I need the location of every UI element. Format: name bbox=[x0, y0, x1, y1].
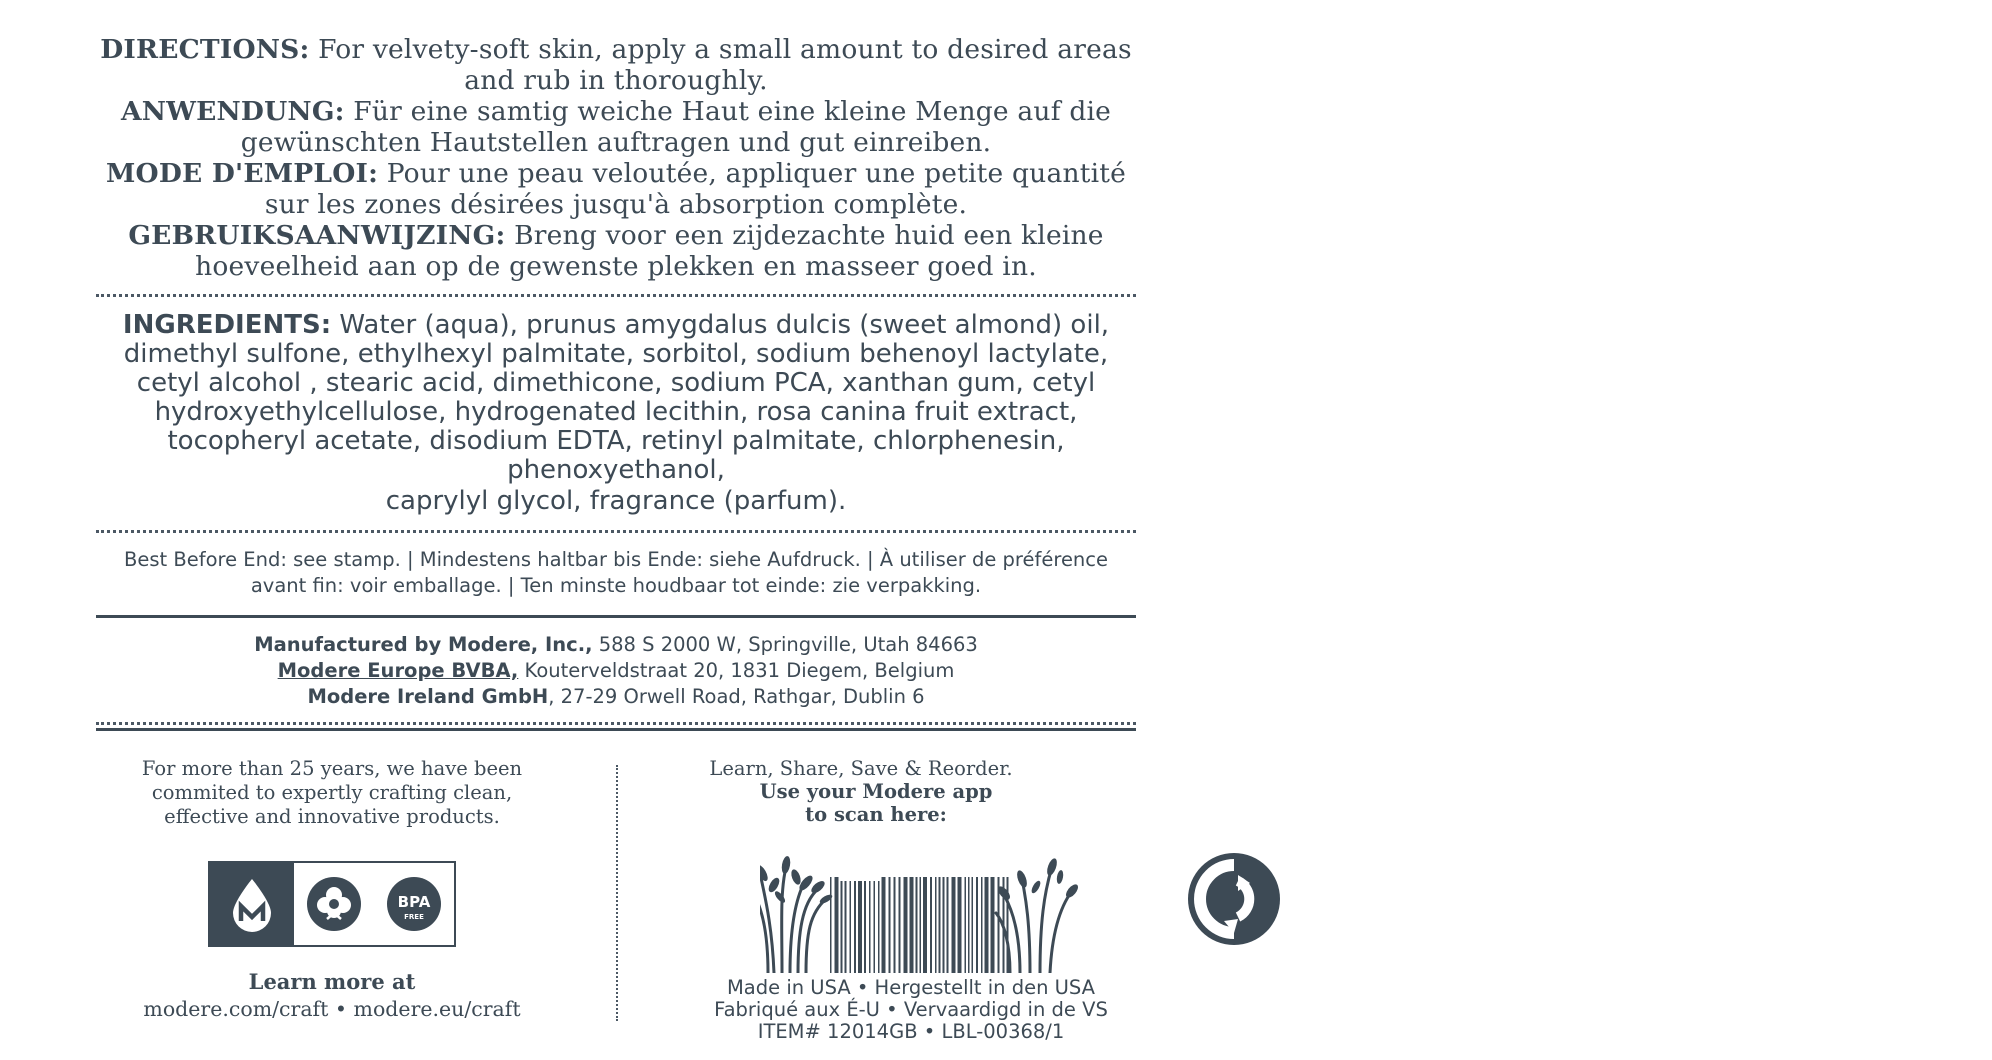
brand-tagline: For more than 25 years, we have been commited to expertly crafting clean, effective and innovative products. bbox=[141, 757, 523, 828]
barcode-bar bbox=[930, 877, 932, 973]
free-text: FREE bbox=[404, 913, 424, 921]
barcode-bar bbox=[952, 877, 956, 973]
barcode-bar bbox=[845, 881, 847, 973]
barcode-bar bbox=[1007, 877, 1009, 973]
directions-section bbox=[96, 34, 1136, 282]
item-number: ITEM# 12014GB • LBL-00368/1 bbox=[757, 1020, 1065, 1043]
barcode-bar bbox=[841, 881, 843, 973]
scan-heading: Learn, Share, Save & Reorder. Use your Modere app to scan here: bbox=[709, 757, 1013, 826]
barcode-bar bbox=[935, 877, 937, 973]
manufacturer-line: Modere Europe BVBA, Kouterveldstraat 20, 1831 Diegem, Belgium bbox=[277, 659, 955, 682]
barcode-bar bbox=[965, 877, 967, 973]
barcode-bar bbox=[894, 877, 896, 973]
barcode-bar bbox=[985, 877, 989, 973]
barcode-bar bbox=[920, 877, 922, 973]
directions-fr: MODE D'EMPLOI: Pour une peau veloutée, appliquer une petite quantité sur les zones désirées jusqu'à absorption complète. bbox=[106, 158, 1126, 220]
barcode-bar bbox=[878, 881, 880, 973]
barcode-bar bbox=[939, 877, 941, 973]
barcode-bar bbox=[998, 877, 1000, 973]
divider bbox=[96, 722, 1136, 725]
ingredients-last-line: caprylyl glycol, fragrance (parfum). bbox=[385, 486, 847, 516]
barcode-bar bbox=[981, 877, 983, 973]
barcode-bar bbox=[910, 877, 914, 973]
bpa-free-icon bbox=[374, 863, 454, 945]
barcode-bar bbox=[943, 877, 945, 973]
cotton-flower-icon bbox=[294, 863, 374, 945]
learn-more-link[interactable]: modere.com/craft bbox=[143, 997, 329, 1021]
barcode-bar bbox=[904, 877, 908, 973]
grass-left-icon bbox=[760, 867, 826, 973]
brand-column bbox=[132, 757, 532, 1023]
ingredients-list: INGREDIENTS: Water (aqua), prunus amygdalus dulcis (sweet almond) oil, dimethyl sulfone, ethylhexyl palmitate, sorbitol, sodium behenoyl lactylate, cetyl alcohol , stearic acid, dimethicone, sodium PCA, xanthan gum, cetyl hydroxyethylcellulose, hydrogenated lecithin, rosa canina fruit extract, tocopheryl acetate, disodium EDTA, retinyl palmitate, chlorphenesin, phenoxyethanol, bbox=[122, 310, 1110, 485]
certification-badges bbox=[208, 861, 456, 947]
barcode-bar bbox=[864, 881, 866, 973]
directions-en: DIRECTIONS: For velvety-soft skin, apply a small amount to desired areas and rub in thoroughly. bbox=[100, 34, 1132, 96]
directions-de: ANWENDUNG: Für eine samtig weiche Haut eine kleine Menge auf die gewünschten Hautstellen auftragen und gut einreiben. bbox=[120, 96, 1112, 158]
learn-more-link[interactable]: modere.eu/craft bbox=[353, 997, 521, 1021]
barcode-bar bbox=[923, 877, 927, 973]
made-in-line: Fabriqué aux É-U • Vervaardigd in de VS bbox=[714, 998, 1108, 1021]
ingredients-section bbox=[96, 297, 1136, 530]
barcode-bar bbox=[1003, 877, 1005, 973]
barcode-bar bbox=[947, 877, 949, 973]
bottom-panel bbox=[96, 731, 1136, 1043]
barcode-bar bbox=[976, 877, 978, 973]
barcode-bar bbox=[882, 877, 886, 973]
barcode-bar bbox=[835, 877, 839, 973]
vertical-divider bbox=[616, 765, 618, 1021]
barcode-bar bbox=[958, 877, 962, 973]
barcode-bar bbox=[968, 877, 970, 973]
barcode-bar bbox=[874, 881, 876, 973]
made-in-info bbox=[676, 977, 1146, 1043]
barcode-bar bbox=[916, 877, 918, 973]
barcode-graphic bbox=[760, 803, 1080, 973]
barcode-bar bbox=[858, 881, 862, 973]
barcode[interactable] bbox=[760, 803, 1080, 973]
directions-nl: GEBRUIKSAANWIJZING: Breng voor een zijdezachte huid een kleine hoeveelheid aan op de gewenste plekken en masseer goed in. bbox=[128, 220, 1104, 282]
modere-m-icon bbox=[210, 863, 294, 945]
manufacturer-line: Manufactured by Modere, Inc., 588 S 2000 W, Springville, Utah 84663 bbox=[254, 633, 978, 656]
barcode-bar bbox=[972, 877, 974, 973]
barcode-bar bbox=[850, 881, 852, 973]
product-label bbox=[96, 34, 1136, 1043]
barcode-bar bbox=[869, 881, 871, 973]
made-in-line: Made in USA • Hergestellt in den USA bbox=[726, 976, 1096, 999]
barcode-bar bbox=[899, 877, 901, 973]
barcode-bar bbox=[889, 877, 891, 973]
barcode-bar bbox=[991, 877, 995, 973]
barcode-bar bbox=[830, 877, 832, 973]
bpa-text: BPA bbox=[397, 893, 431, 911]
learn-more-urls bbox=[132, 995, 532, 1023]
manufacturer-line: Modere Ireland GmbH, 27-29 Orwell Road, Rathgar, Dublin 6 bbox=[307, 685, 925, 708]
barcode-bar bbox=[854, 881, 856, 973]
green-dot-recycle-icon bbox=[1186, 851, 1282, 947]
learn-more-title: Learn more at bbox=[248, 969, 416, 994]
manufacturer-info bbox=[96, 618, 1136, 722]
best-before-note: Best Before End: see stamp. | Mindestens haltbar bis Ende: siehe Aufdruck. | À utiliser de préférence avant fin: voir emballage. | Ten minste houdbaar tot einde: zie verpakking. bbox=[123, 548, 1109, 597]
bullet-separator: • bbox=[334, 997, 347, 1021]
